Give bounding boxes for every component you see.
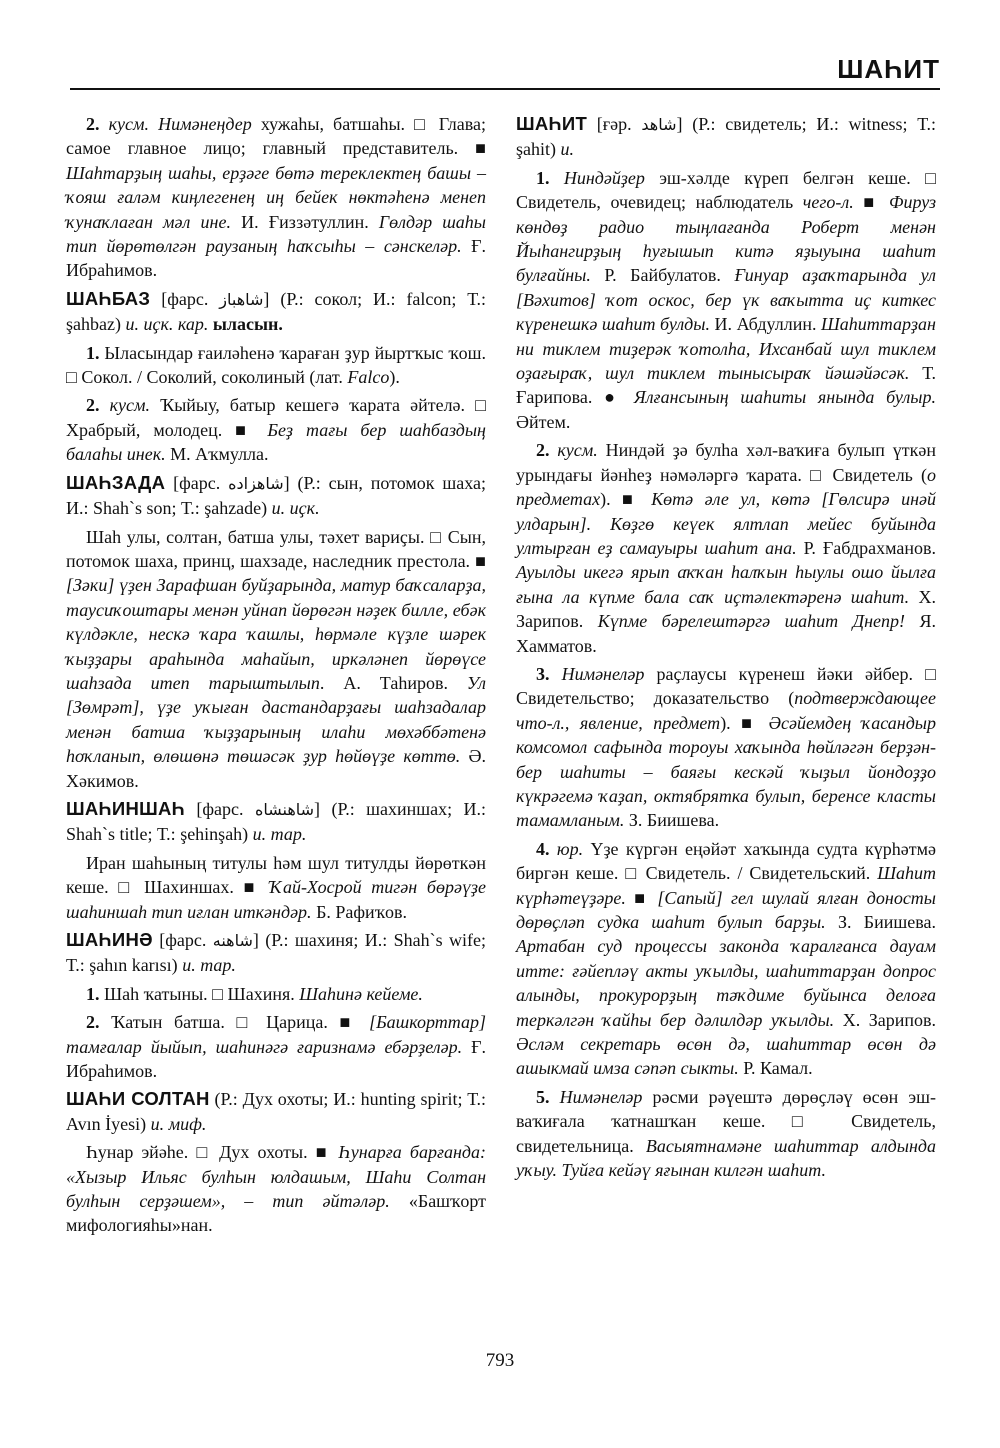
dictionary-sense bbox=[66, 1140, 486, 1238]
text-run: Иран шаһының титулы һәм шул титулды йөрөткән кеше. □ Шахиншах. ■ bbox=[66, 852, 486, 898]
text-run: Гөлдәр шаһы тип йөрөтөлгән раузаның һаҡсыһы – сәнскеләр. bbox=[66, 211, 487, 257]
text-run: Ҡатын батша. □ Царица. ■ bbox=[111, 1012, 370, 1033]
dictionary-sense bbox=[66, 525, 486, 793]
dictionary-sense bbox=[516, 662, 936, 833]
text-run: Ҡай-Хосрой тигән бөрәүҙе шаһиншаһ тип иғлан иткәндәр. bbox=[66, 877, 486, 922]
text-run: [фарс. bbox=[152, 930, 213, 950]
text-run: [Зәки] үҙен Зарафшан буйҙарында, матур баҡсаларҙа, таусиҡоштары менән уйнап йөрөгән нәҙек билле, ебәк күлдәкле, нескә ҡара ҡашлы, һөрмәле күҙле шәрек ҡыҙҙары араһында маһайып, иркәләнеп йөрөүсе шаһзада итеп тарыштылып bbox=[66, 575, 486, 693]
text-run: ■ bbox=[853, 192, 889, 213]
text-run: Ауылды икегә ярып аҡҡан һалҡын һыулы ошо йылға ғына ла күпме бала саҡ иҫтәлектәренә шаһит. bbox=[516, 562, 936, 607]
text-run: ] (Р.: шахиншах; И.: Shah`s title; Т.: şehinşah) bbox=[66, 798, 487, 845]
text-run: ). ■ bbox=[720, 712, 769, 733]
dictionary-sense bbox=[66, 1010, 486, 1083]
text-run: Үҙе күргән еңәйәт хаҡында судта күрһәтмә биргән кеше. □ Свидетель. / Свидетельский. bbox=[516, 838, 936, 884]
text-run: кусм. bbox=[557, 440, 598, 461]
text-run: Ниндәйҙер bbox=[563, 167, 645, 188]
headword: ШАҺБАЗ bbox=[66, 287, 151, 309]
text-run: и. иҫк. bbox=[271, 498, 320, 519]
text-run: 3. bbox=[536, 663, 562, 684]
text-run: Р. Камал. bbox=[738, 1058, 813, 1079]
text-run: (Р.: Дух охоты; И.: hunting spirit; Т.: Avın İyesi) bbox=[66, 1089, 486, 1134]
text-run: Ҡыйыу, батыр кешегә ҡарата әйтелә. □ Храбрый, молодец. ■ bbox=[66, 395, 487, 440]
text-run: И. Ғиззәтуллин. bbox=[230, 211, 379, 232]
text-run: Ғинуар аҙаҡтарында ул [Вәхитов] ҡот оскос, бер үк ваҡытта иҫ киткес күренешкә шаһит булды. bbox=[516, 265, 936, 335]
text-run: Әйтем. bbox=[516, 411, 571, 432]
text-run: «Башҡорт мифологияһы»нан. bbox=[66, 1191, 486, 1236]
text-run: и. тар. bbox=[182, 955, 236, 976]
text-run: ] (Р.: свидетель; И.: witness; Т.: şahit) bbox=[516, 114, 936, 160]
text-run: [фарс. bbox=[165, 472, 229, 493]
text-run: Х. Зарипов. bbox=[834, 1009, 936, 1030]
text-run: хужаһы, батшаһы. □ Глава; самое главное лицо; главный представитель. ■ bbox=[66, 114, 486, 159]
text-run bbox=[149, 114, 158, 134]
dictionary-sense bbox=[516, 166, 936, 434]
text-run: 2. bbox=[86, 1012, 112, 1033]
text-run: Т. Ғарипова. ● bbox=[516, 363, 936, 408]
text-run: Ә. Хәкимов. bbox=[66, 746, 487, 791]
text-run: 1. bbox=[86, 983, 104, 1004]
text-run: ] (Р.: сокол; И.: falcon; Т.: şahbaz) bbox=[66, 288, 486, 335]
text-run: кусм. bbox=[108, 114, 149, 134]
arabic-etymon: شاهنه bbox=[212, 931, 253, 950]
arabic-etymon: شاهزاده bbox=[228, 473, 284, 493]
text-run: Нимәнеңдер bbox=[158, 114, 252, 134]
arabic-etymon: شاهد bbox=[641, 115, 677, 134]
text-run: 2. bbox=[86, 114, 109, 134]
text-run: чего-л. bbox=[802, 192, 854, 213]
text-run: 4. bbox=[536, 838, 557, 859]
text-run: Falco bbox=[347, 367, 390, 388]
text-run: Көтә әле ул, көтә [Гөлсирә инәй улдарын]. Көҙгө кеүек ялтлап мейес буйында ултырған еҙ самауыры шаһит ана. bbox=[516, 489, 936, 558]
running-header bbox=[70, 48, 940, 90]
text-run: и. иҫк. кар. bbox=[125, 314, 209, 335]
text-run: ыласын. bbox=[208, 314, 283, 335]
text-run: М. Аҡмулла. bbox=[165, 444, 269, 465]
text-run: раҫлаусы күренеш йәки әйбер. □ Свидетельство; доказательство ( bbox=[516, 663, 936, 709]
headword: ШАҺЗАДА bbox=[66, 471, 166, 493]
dictionary-sense bbox=[66, 982, 486, 1006]
text-run: 1. bbox=[536, 167, 564, 188]
text-run: Артабан суд процессы законда ҡаралғанса дауам итте: ғәйепләү акты уҡылды, шаһиттарҙан допрос алынды, прокурорҙың тәҡдиме буйынса делоға теркәлгән ҡайһы бер дәлилдәр уҡылды. bbox=[516, 936, 936, 1030]
text-run: Нимәнеләр bbox=[561, 663, 645, 684]
text-run: и. миф. bbox=[150, 1113, 207, 1134]
header-rule bbox=[70, 88, 940, 90]
text-run: Күпме бәрелештәргә шаһит Днепр! bbox=[597, 611, 906, 632]
text-run: 2. bbox=[86, 395, 110, 416]
dictionary-entry-head bbox=[66, 797, 486, 847]
text-run: ] (Р.: сын, потомок шаха; И.: Shah`s son; Т.: şahzade) bbox=[66, 472, 487, 519]
text-run: эш-хәлде күреп белгән кеше. □ Свидетель, очевидец; наблюдатель bbox=[516, 167, 936, 213]
text-run: [Сапый] гел шулай ялған доносты дөрөҫләп судка шаһит булып барҙы. bbox=[516, 887, 936, 932]
text-run: Әсләм секретарь өсөн дә, шаһиттар өсөн дә ашыкмай имза сәпәп сыкты. bbox=[516, 1034, 936, 1079]
dictionary-entry-head bbox=[516, 112, 936, 162]
dictionary-sense bbox=[516, 1085, 936, 1183]
text-run: Беҙ тағы бер шаһбаздың балаһы инек. bbox=[66, 419, 486, 465]
text-run: 1. bbox=[86, 342, 105, 363]
headword: ШАҺИТ bbox=[516, 113, 588, 134]
text-run: [фарс. bbox=[184, 798, 255, 819]
text-run: Р. Байбулатов. bbox=[590, 265, 735, 286]
dictionary-entry-head bbox=[66, 1087, 486, 1136]
text-run: Ыласындар ғаиләһенә ҡараған ҙур йыртҡыс ҡош. □ Сокол. / Соколий, соколиный (лат. bbox=[66, 342, 486, 388]
text-run: Фируз көндөҙ радио тыңлағанда Роберт менән Йыһангирҙың һуғышып китә яҙыуына шаһит булғайны. bbox=[516, 192, 936, 286]
text-run: Р. Ғабдрахманов. bbox=[796, 537, 937, 558]
dictionary-sense bbox=[66, 851, 486, 924]
text-run: о предметах bbox=[516, 464, 936, 510]
text-run: и. тар. bbox=[252, 824, 307, 845]
text-run: Шаһинә кейеме. bbox=[299, 983, 423, 1004]
text-run: 5. bbox=[536, 1086, 560, 1107]
text-run: Ул [Зөмрәт], үҙе уҡыған дастандарҙағы шаһзадалар менән батша ҡыҙҙарының илаһи мөхәббәтенә һоҡланып, өлөшөнә төшәсәк ҙур һөйөүҙе көттө. bbox=[66, 672, 486, 767]
page-number: 793 bbox=[485, 1350, 515, 1371]
text-run: Шаһ ҡатыны. □ Шахиня. bbox=[104, 983, 300, 1004]
text-run: Шаһ улы, солтан, батша улы, тәхет вариҫы. □ Сын, потомок шаха, принц, шахзаде, наследник престола. ■ bbox=[66, 526, 486, 571]
text-run: Шаһиттарҙан ни тиклем тиҙерәк ҡотолһа, Ихсанбай шул тиклем оҙағыраҡ, шул тиклем тынысыраҡ йәшәйәсәк. bbox=[516, 314, 936, 384]
text-run: Ғ. Ибраһимов. bbox=[66, 236, 486, 281]
text-run: З. Биишева. bbox=[624, 810, 720, 831]
text-run: ■ bbox=[625, 887, 658, 908]
text-run: Ниндәй ҙә булһа хәл-ваҡиға булып үткән урындағы йәнһеҙ нәмәләргә ҡарата. □ Свидетель ( bbox=[516, 440, 937, 485]
text-run: Васыятнамәне шаһиттар алдында уҡыу. Туйға кейәү яғынан килгән шаһит. bbox=[516, 1135, 937, 1181]
text-run: рәсми рәүештә дөрөҫләү өсөн эш-ваҡиғала ҡатнашҡан кеше. □ Свидетель, свидетельница. bbox=[516, 1086, 936, 1156]
dictionary-sense bbox=[66, 393, 486, 466]
headword: ШАҺИНШАҺ bbox=[66, 797, 185, 819]
text-run: Нимәнеләр bbox=[559, 1086, 643, 1107]
text-run: ] (Р.: шахиня; И.: Shah`s wife; Т.: şahın karısı) bbox=[66, 930, 486, 976]
text-run: Ғ. Ибраһимов. bbox=[66, 1036, 487, 1082]
headword: ШАҺИ СОЛТАН bbox=[66, 1088, 210, 1110]
text-run: и. bbox=[560, 139, 574, 160]
dictionary-sense bbox=[516, 837, 936, 1081]
dictionary-sense bbox=[66, 341, 486, 390]
text-run: юр. bbox=[556, 838, 584, 859]
dictionary-entry-head bbox=[66, 928, 486, 978]
text-run: З. Биишева. bbox=[825, 912, 936, 932]
arabic-etymon: شاهباز bbox=[219, 289, 264, 309]
text-run: ). ■ bbox=[600, 489, 652, 510]
text-run: Я. Хамматов. bbox=[516, 611, 936, 656]
text-run: Ялғансының шаһиты янында булыр. bbox=[633, 387, 936, 408]
left-column bbox=[66, 112, 486, 1242]
text-run: [ғәр. bbox=[587, 114, 642, 134]
arabic-etymon: شاهنشاه bbox=[254, 799, 315, 819]
running-head-title: ШАҺИТ bbox=[837, 54, 940, 84]
text-run: подтверждающее что-л., явление, предмет bbox=[516, 688, 936, 733]
text-run: Х. Зарипов. bbox=[516, 586, 936, 632]
dictionary-sense bbox=[66, 112, 486, 283]
text-run: Шаһит күрһәтеүҙәре. bbox=[516, 863, 936, 908]
right-column bbox=[516, 112, 936, 1186]
headword: ШАҺИНӘ bbox=[66, 929, 153, 950]
text-run: Әсәйемдең ҡасандыр комсомол сафында тороуы хаҡында һөйләгән берҙән-бер шаһиты – баяғы кескәй ҡыҙыл йондоҙҙо күкрәгемә ҡаҙап, октябрятка булып, беренсе класты тамамланым. bbox=[516, 712, 937, 831]
text-run: [Башкорттар] тамғалар йыйып, шаһинәгә ғаризнамә ебәрҙеләр. bbox=[66, 1012, 486, 1057]
dictionary-sense bbox=[516, 438, 936, 658]
text-run: Һунарға барғанда: «Хызыр Ильяс булһын юлдашым, Шаһи Солтан булһын серҙәшем», – тип әйтәләр. bbox=[66, 1142, 486, 1212]
text-run: И. Абдуллин. bbox=[709, 314, 822, 335]
dictionary-entry-head bbox=[66, 471, 486, 521]
text-run: 2. bbox=[536, 440, 558, 461]
dictionary-entry-head bbox=[66, 287, 486, 337]
text-run: . А. Таһиров. bbox=[319, 672, 467, 693]
text-run: Шаһтарҙың шаһы, ерҙәге бөтә тереклектең башы – ҡояш ғаләм киңлегенең иң бейек нөктәһенә менеп ҡунаҡлаған мәл ине. bbox=[66, 162, 486, 232]
text-run: [фарс. bbox=[150, 288, 220, 309]
text-run: кусм. bbox=[109, 395, 150, 416]
text-run: Б. Рафиҡов. bbox=[311, 901, 408, 922]
text-run: Һунар эйәһе. □ Дух охоты. ■ bbox=[86, 1142, 339, 1163]
text-run: ). bbox=[389, 367, 400, 388]
